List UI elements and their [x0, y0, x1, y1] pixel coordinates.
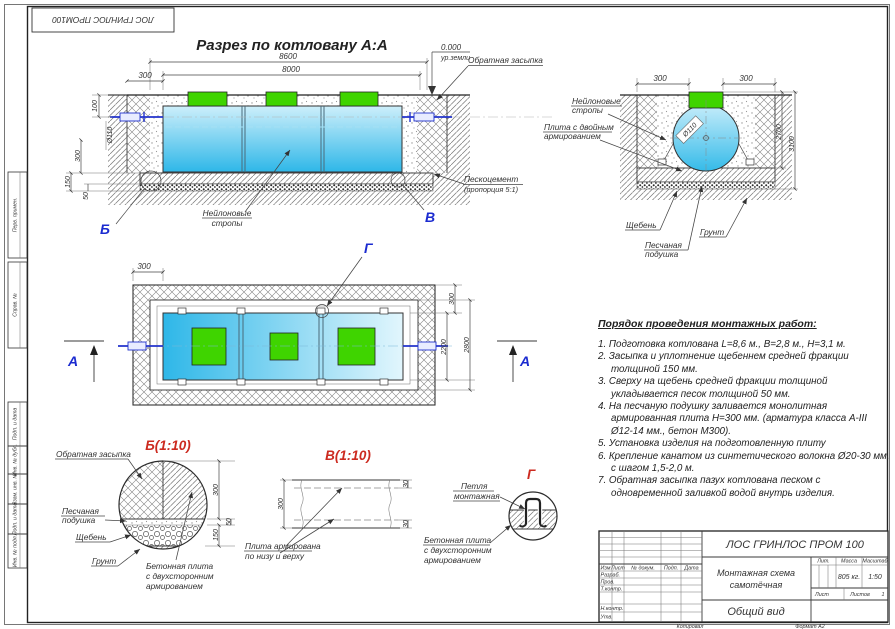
sandpad-label-2: подушка [62, 515, 96, 525]
stamp-product: ЛОС ГРИНЛОС ПРОМ 100 [726, 539, 864, 551]
col-podp: Подп. [663, 565, 679, 572]
dim-2200: 2200 [441, 339, 448, 355]
works-item-2: 2. Засыпка и уплотнение щебеннем средней фракции толщиной 150 мм. [598, 351, 849, 375]
listov-value: 1 [881, 592, 885, 598]
backfill-label: Обратная засыпка [56, 449, 131, 459]
hatch-opening [270, 333, 298, 360]
detail-v-dimensions [278, 480, 412, 528]
section-aa-title: Разрез по котловану А:А [196, 37, 388, 54]
slings-label-2: стропы [211, 218, 243, 228]
dim-150: 150 [213, 529, 220, 541]
dim-300: 300 [213, 484, 220, 496]
detail-v-title: В(1:10) [325, 448, 371, 463]
gravel-label: Щебень [76, 532, 107, 542]
side-field-podp2: Подп. и дата [12, 502, 19, 536]
works-item-4: 4. На песчаную подушку заливается монолитная армированная плита Н=300 мм. (арматура класса А-III Ø12-14 мм., бетон М300). [598, 401, 867, 437]
plate-label-1: Бетонная плита [424, 535, 492, 545]
dim-300-plan-right: 300 [449, 293, 456, 305]
format-label: Формат А2 [795, 624, 825, 629]
detail-b-title: Б(1:10) [145, 438, 191, 453]
works-item-6: 6. Крепление канатом из синтетического волокна Ø20-30 мм. с шагом 1,5-2,0 м. [598, 450, 890, 475]
sandcement-label-2: (пропорция 5:1) [464, 185, 519, 194]
tank-lid [340, 92, 378, 106]
side-field-podp1: Подп. и дата [12, 407, 19, 441]
loop-label-1: Петля [461, 481, 488, 491]
reinforced-label-2: по низу и верху [245, 551, 305, 561]
stamp-doc-title-2: самотёчная [729, 580, 783, 590]
slings-label-1: Нейлоновые [572, 96, 621, 106]
slings-label-2: стропы [572, 105, 603, 115]
col-list: Лист [611, 565, 625, 572]
sidebar-fields [8, 172, 27, 568]
stamp-view: Общий вид [727, 606, 785, 618]
scale-value: 1:50 [868, 574, 882, 581]
tank-lid [266, 92, 297, 106]
marker-g: Г [364, 240, 373, 256]
row-prov: Пров. [600, 579, 615, 586]
works-item-1: 1. Подготовка котлована L=8,6 м., В=2,8 м., Н=3,1 м. [598, 339, 846, 350]
side-field-invdubl: Инв. № дубл. [12, 444, 19, 476]
level-mark: 0.000 [441, 43, 462, 52]
concrete-slab [140, 173, 433, 184]
plate-label-2: с двухсторонним [424, 545, 492, 555]
works-item-5: 5. Установка изделия на подготовленную плиту [598, 438, 826, 450]
hdr-list: Лист [815, 592, 829, 598]
dim-30-top: 30 [403, 480, 410, 488]
dim-300-offset: 300 [138, 71, 152, 80]
sandpad-label-1: Песчаная [645, 240, 682, 250]
dim-300v: 300 [75, 150, 82, 162]
marker-a-left: А [68, 353, 79, 369]
col-izm: Изм [600, 565, 611, 572]
marker-b: Б [100, 221, 110, 237]
dim-d110: Ø110 [107, 126, 114, 144]
side-field-sprav: Справ. № [12, 293, 19, 317]
plate-label-1: Бетонная плита [146, 561, 214, 571]
tank-lid [188, 92, 227, 106]
dim-300: 300 [278, 498, 285, 510]
reinforced-label-1: Плита армирована [245, 541, 321, 551]
soil-label: Грунт [700, 227, 725, 237]
hatch-opening [338, 328, 375, 365]
ground-level-label: ур.земли [441, 55, 470, 62]
works-item-3: 3. Сверху на щебень средней фракции толщиной укладывается песок толщиной 50 мм. [598, 376, 828, 400]
works-title: Порядок проведения монтажных работ: [598, 318, 817, 330]
backfill-label: Обратная засыпка [468, 55, 543, 65]
detail-g [423, 467, 557, 565]
side-field-vzam: Взам. инв. № [12, 472, 19, 506]
dim-100: 100 [92, 100, 99, 112]
row-utv: Утв. [600, 614, 613, 621]
dim-150: 150 [65, 176, 72, 188]
hdr-lit: Лит. [817, 558, 830, 565]
dim-300-plan: 300 [137, 262, 151, 271]
plan-view [64, 240, 537, 405]
marker-v: В [425, 209, 436, 225]
dim-300-right: 300 [739, 74, 753, 83]
loop-label-2: монтажная [454, 491, 500, 501]
dim-2700: 2700 [776, 124, 783, 140]
section-side [543, 74, 798, 259]
massa-value: 805 кг. [837, 574, 861, 581]
plate-label-2: с двухсторонним [146, 571, 214, 581]
soil-label: Грунт [92, 556, 117, 566]
section-aa [65, 37, 555, 237]
dim-50: 50 [83, 192, 90, 200]
dim-3100: 3100 [789, 136, 796, 152]
plate-label-3: армированием [424, 555, 481, 565]
gravel-band [140, 184, 433, 191]
dim-8000: 8000 [282, 65, 300, 74]
hdr-massa: Масса [841, 558, 857, 565]
marker-a-right: А [520, 353, 531, 369]
side-field-perv: Перв. примен. [12, 197, 19, 233]
slings-label-1: Нейлоновые [202, 208, 252, 218]
col-data: Дата [684, 565, 699, 572]
sandpad-label-1: Песчаная [62, 506, 99, 516]
plate-label-3: армированием [146, 581, 203, 591]
dim-2800: 2800 [464, 337, 471, 353]
detail-b [55, 438, 235, 591]
dim-30-bottom: 30 [403, 520, 410, 528]
row-razrab: Разраб. [600, 572, 621, 579]
plate-label-1: Плита с двойным [544, 122, 614, 132]
col-doc: № докум. [631, 565, 655, 572]
top-stamp-text: ЛОС ГРИНЛОС ПРОМ100 [52, 15, 154, 25]
dim-50: 50 [226, 518, 233, 526]
dim-300-left: 300 [653, 74, 667, 83]
row-tkontr: Т.контр. [600, 586, 623, 593]
tank-body [163, 106, 402, 172]
hdr-listov: Листов [850, 592, 870, 598]
row-nkontr: Н.контр. [600, 606, 624, 612]
gravel-label: Щебень [626, 220, 657, 230]
works-item-7: 7. Обратная засыпка пазух котлована песком с одновременной заливкой водой внутрь изделия. [598, 475, 835, 499]
dim-8600: 8600 [279, 52, 297, 61]
installation-works [598, 318, 890, 500]
plate-label-2: армированием [544, 131, 601, 141]
copy-label: Копировал [676, 624, 704, 629]
hdr-masshtab: Масштаб [862, 558, 888, 565]
sandpad-label-2: подушка [645, 249, 679, 259]
dim-d110-side: Ø110 [682, 122, 699, 139]
detail-g-title: Г [527, 467, 536, 482]
hatch-opening [192, 328, 226, 365]
stamp-doc-title-1: Монтажная схема [716, 568, 796, 578]
title-block [599, 531, 889, 629]
detail-v-callouts [244, 488, 342, 561]
side-field-invpodl: Инв. № подл. [12, 534, 19, 568]
detail-v [244, 448, 412, 561]
sandcement-label-1: Пескоцемент [464, 174, 519, 184]
